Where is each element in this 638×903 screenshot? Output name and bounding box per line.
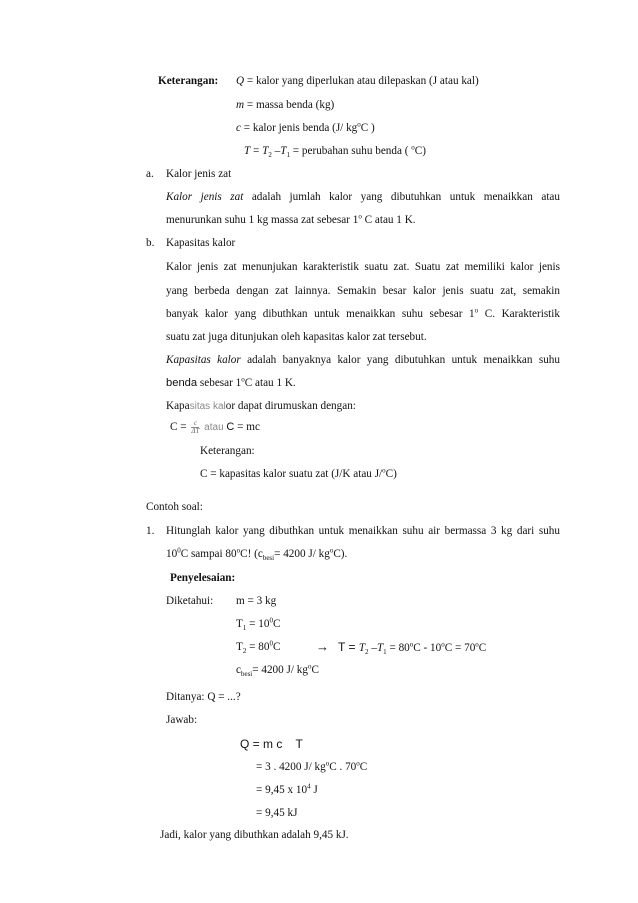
example-heading: Contoh soal:	[146, 501, 203, 513]
question-line-1: Hitunglah kalor yang dibuthkan untuk menaikkan suhu air bermassa 3 kg dari suhu	[166, 525, 560, 537]
section-b-line-5: Kapasitas kalor adalah banyaknya kalor yang dibutuhkan untuk menaikkan suhu	[166, 354, 560, 366]
section-b-keterangan: Keterangan:	[200, 445, 255, 457]
equation-line-4: = 9,45 kJ	[256, 807, 298, 819]
section-b-line-6: benda sebesar 1$^o$C atau 1 K.	[166, 375, 296, 389]
section-b-line-2: yang berbeda dengan zat lainnya. Semakin besar kalor jenis suatu zat, semakin	[166, 285, 560, 297]
section-b-heading: Kapasitas kalor	[166, 237, 236, 249]
section-a-line-2: menurunkan suhu 1 kg massa zat sebesar 1$^o$ C atau 1 K.	[166, 212, 416, 226]
list-marker-b: b.	[146, 237, 155, 249]
capacity-formula: C = $\frac{c}{\Delta T}$ atau C = mc	[170, 419, 260, 435]
given-t2: $T_2 = 80^0C$	[236, 639, 281, 656]
equation-line-2: = 3 . 4200 J/ $kg^oC$ . 70$^o$C	[256, 759, 368, 773]
section-a-line-1: Kalor jenis zat adalah jumlah kalor yang dibutuhkan untuk menaikkan atau	[166, 191, 560, 203]
section-b-keterangan-def: C = kapasitas kalor suatu zat (J/K atau J/$^o$C)	[200, 466, 397, 480]
section-b-line-1: Kalor jenis zat menunjukan karakteristik suatu zat. Suatu zat memiliki kalor jenis	[166, 261, 560, 273]
definition-q: Q = kalor yang diperlukan atau dilepaskan (J atau kal)	[236, 75, 479, 87]
equation-line-3: = 9,45 x $10^4$ J	[256, 782, 318, 796]
definition-c: c = kalor jenis benda (J/ $kg^oC$ )	[236, 120, 375, 134]
definition-m: m = massa benda (kg)	[236, 99, 335, 111]
given-c-besi: $c_{besi}= 4200$ J/ $kg^oC$	[236, 662, 319, 679]
section-b-line-3: banyak kalor yang dibuthkan untuk menaikkan suhu sebesar 1$^o$ C. Karakteristik	[166, 306, 560, 320]
section-b-line-4: suatu zat juga ditunjukan oleh kapasitas kalor zat tersebut.	[166, 331, 427, 343]
section-b-line-7: Kapasitas kalor dapat dirumuskan dengan:	[166, 400, 356, 412]
section-a-heading: Kalor jenis zat	[166, 168, 232, 180]
conclusion: Jadi, kalor yang dibuthkan adalah 9,45 kJ.	[160, 829, 349, 841]
example-marker-1: 1.	[146, 525, 155, 537]
list-marker-a: a.	[146, 168, 154, 180]
question-line-2: $10^0C$ sampai 80$^o$C! ($c_{besi}= 4200$ J/ $kg^oC$).	[166, 546, 348, 563]
asked-line: Ditanya: Q = ...?	[166, 691, 241, 703]
answer-label: Jawab:	[166, 714, 198, 726]
solution-heading: Penyelesaian:	[170, 572, 236, 584]
formula-fraction: $\frac{c}{\Delta T}$	[191, 419, 200, 435]
definition-delta-t: $T = T_2$ $-T_1$ = perubahan suhu benda ( $^o$C)	[244, 143, 426, 160]
arrow-icon: →	[316, 639, 329, 654]
keterangan-label: Keterangan:	[158, 75, 219, 87]
equation-line-1: Q = m c T	[240, 737, 303, 751]
given-mass: m = 3 kg	[236, 595, 277, 607]
given-label: Diketahui:	[166, 595, 214, 607]
given-t1: $T_1 = 10^0C$	[236, 616, 281, 633]
delta-t-calc: $T = T_2$ $-T_1 = 80^oC - 10^oC = 70^oC$	[338, 640, 487, 657]
